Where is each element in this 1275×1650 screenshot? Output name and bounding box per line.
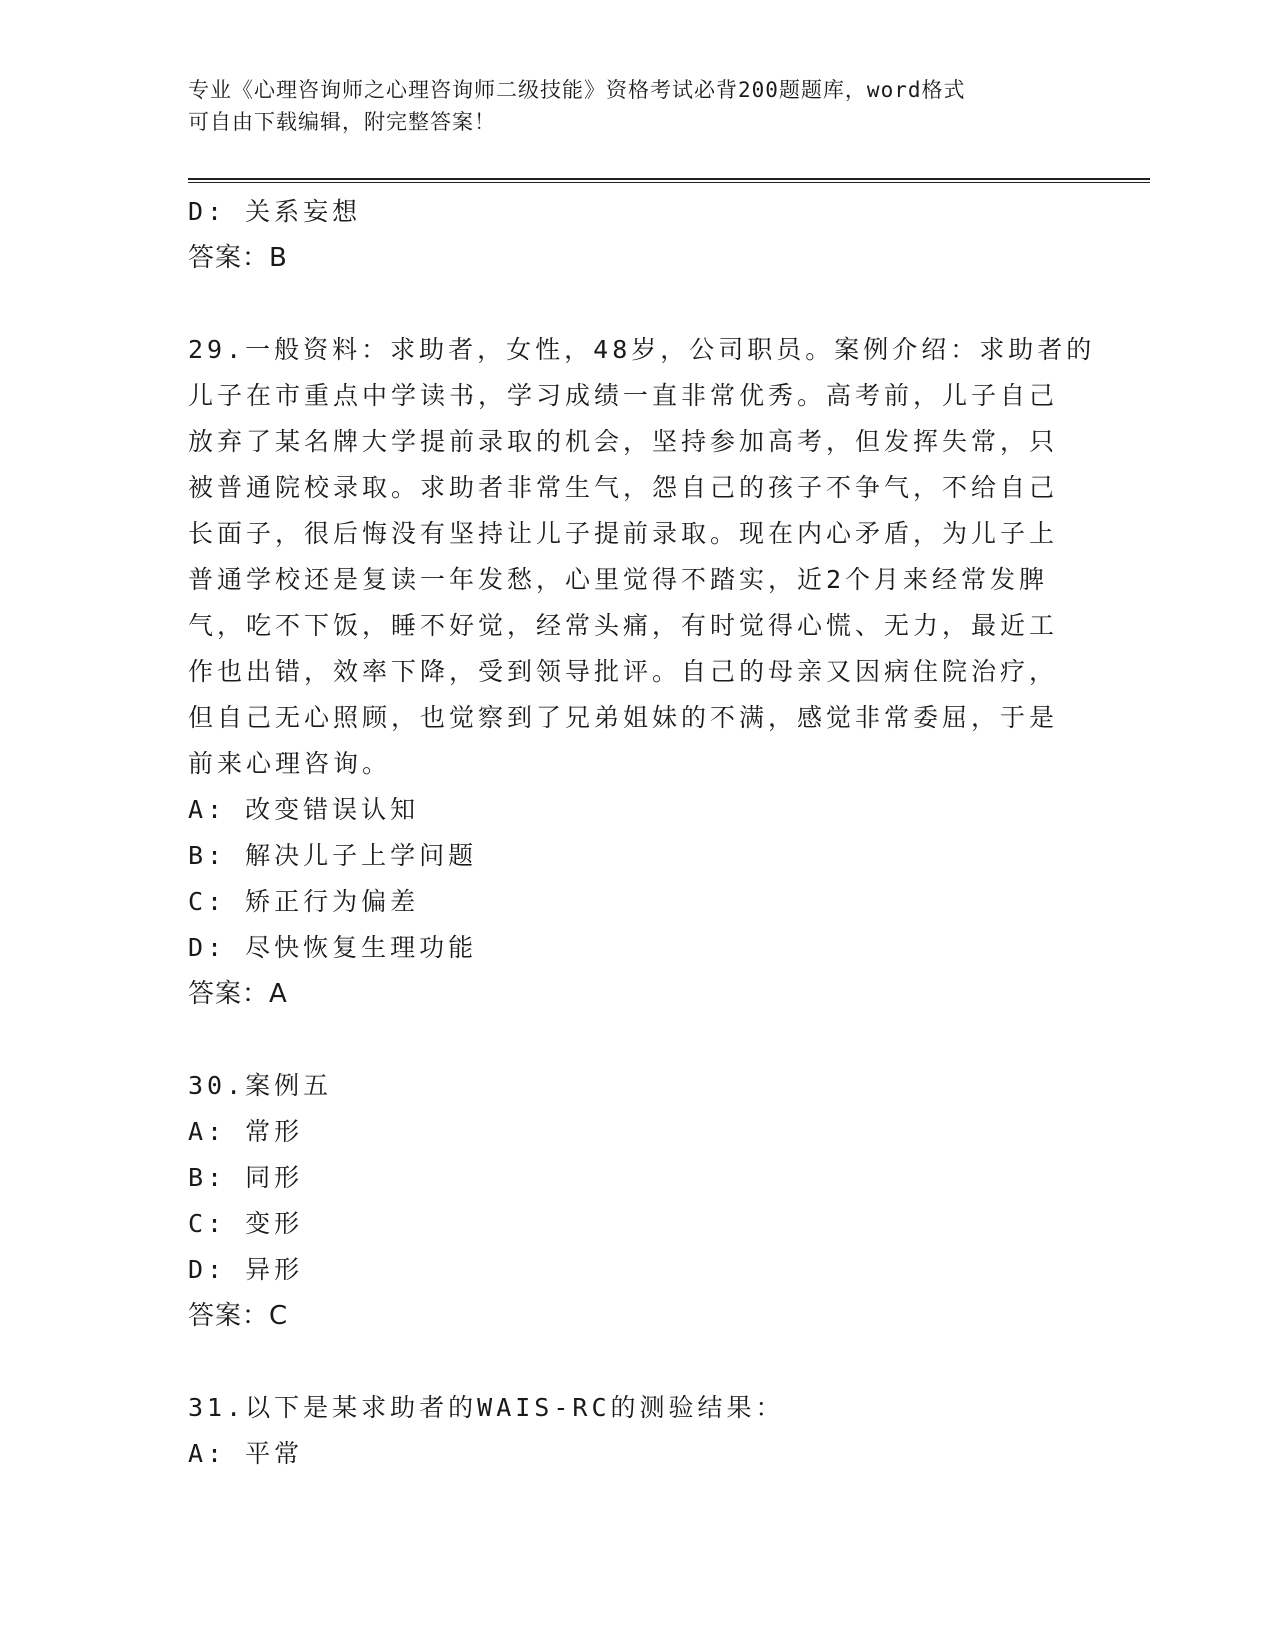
option-d: D: 异形 [188, 1255, 304, 1284]
question-29-text-line-10: 前来心理咨询。 [188, 749, 392, 778]
question-29-text-line-6: 普通学校还是复读一年发愁，心里觉得不踏实，近2个月来经常发脾 [188, 565, 1049, 594]
header-divider-thick [188, 178, 1150, 180]
question-29-text-line-5: 长面子，很后悔没有坚持让儿子提前录取。现在内心矛盾，为儿子上 [188, 519, 1059, 548]
option-c: C: 变形 [188, 1209, 304, 1238]
answer-line: 答案：C [188, 1301, 289, 1331]
question-29-text-line-9: 但自己无心照顾，也觉察到了兄弟姐妹的不满，感觉非常委屈，于是 [188, 703, 1059, 732]
spacer [188, 1339, 1088, 1385]
option-b: B: 同形 [188, 1163, 304, 1192]
previous-question-tail [188, 189, 1088, 281]
answer-line: 答案：B [188, 243, 288, 273]
document-header [188, 74, 1068, 138]
header-title-line-2: 可自由下载编辑，附完整答案！ [188, 110, 496, 134]
answer-line: 答案：A [188, 979, 288, 1009]
spacer [188, 1017, 1088, 1063]
header-title-line-1: 专业《心理咨询师之心理咨询师二级技能》资格考试必背200题题库，word格式 [188, 78, 966, 102]
question-29-text-line-1: 29.一般资料：求助者，女性，48岁，公司职员。案例介绍：求助者的 [188, 335, 1096, 364]
option-a: A: 常形 [188, 1117, 304, 1146]
question-29-text-line-4: 被普通院校录取。求助者非常生气，怨自己的孩子不争气，不给自己 [188, 473, 1059, 502]
option-b: B: 解决儿子上学问题 [188, 841, 478, 870]
option-a: A: 改变错误认知 [188, 795, 420, 824]
question-29 [188, 327, 1096, 1017]
question-29-text-line-3: 放弃了某名牌大学提前录取的机会，坚持参加高考，但发挥失常，只 [188, 427, 1059, 456]
question-30-text: 30.案例五 [188, 1071, 333, 1100]
question-29-text-line-8: 作也出错，效率下降，受到领导批评。自己的母亲又因病住院治疗， [188, 657, 1059, 686]
question-29-text-line-7: 气，吃不下饭，睡不好觉，经常头痛，有时觉得心慌、无力，最近工 [188, 611, 1059, 640]
question-30 [188, 1063, 1088, 1339]
option-d: D: 尽快恢复生理功能 [188, 933, 478, 962]
question-29-text-line-2: 儿子在市重点中学读书，学习成绩一直非常优秀。高考前，儿子自己 [188, 381, 1059, 410]
option-a: A: 平常 [188, 1439, 304, 1468]
question-31-text: 31.以下是某求助者的WAIS-RC的测验结果： [188, 1393, 785, 1422]
header-divider-thin [188, 182, 1150, 183]
spacer [188, 281, 1088, 327]
document-body [188, 189, 1096, 1477]
option-c: C: 矫正行为偏差 [188, 887, 420, 916]
option-d: D: 关系妄想 [188, 197, 362, 226]
question-31 [188, 1385, 1088, 1477]
